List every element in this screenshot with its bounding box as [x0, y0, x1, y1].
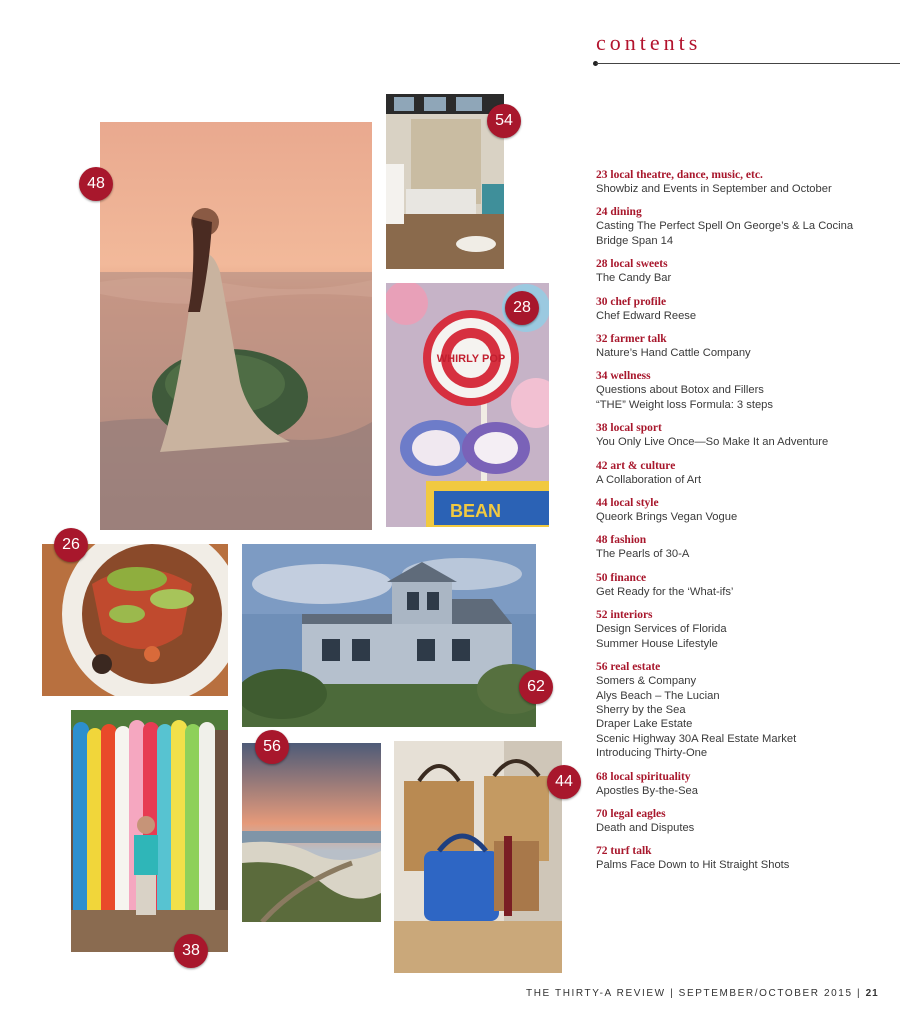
- toc-heading: 68 local spirituality: [596, 770, 691, 783]
- toc-line: Draper Lake Estate: [596, 718, 693, 731]
- toc-line: Chef Edward Reese: [596, 309, 697, 322]
- page-title: contents: [596, 30, 702, 55]
- toc-entry-legal-eagles[interactable]: [596, 807, 896, 835]
- photo-dining: [42, 544, 228, 696]
- toc-line: Sherry by the Sea: [596, 703, 686, 716]
- toc-heading: 34 wellness: [596, 370, 651, 383]
- toc-line: Death and Disputes: [596, 821, 695, 834]
- footer-separator-2: |: [857, 988, 862, 999]
- toc-heading: 28 local sweets: [596, 258, 668, 271]
- toc-line: You Only Live Once—So Make It an Adventure: [596, 436, 829, 449]
- toc-line: Somers & Company: [596, 675, 697, 688]
- footer-issue: SEPTEMBER/OCTOBER 2015: [678, 988, 853, 999]
- toc-entry-dining[interactable]: [596, 205, 896, 248]
- toc-entry-finance[interactable]: [596, 571, 896, 599]
- footer-page-number: 21: [865, 988, 879, 999]
- lollipop-label: WHIRLY POP: [436, 353, 506, 365]
- toc-heading: 24 dining: [596, 206, 642, 219]
- page-footer: [526, 988, 879, 999]
- toc-line: A Collaboration of Art: [596, 473, 702, 486]
- page-badge-56: 56: [255, 730, 289, 764]
- toc-line: Palms Face Down to Hit Straight Shots: [596, 859, 790, 872]
- photo-dunes: [242, 743, 381, 922]
- page-badge-38: 38: [174, 934, 208, 968]
- toc-heading: 48 fashion: [596, 534, 647, 547]
- page-badge-54: 54: [487, 104, 521, 138]
- toc-line: Alys Beach – The Lucian: [596, 689, 720, 702]
- toc-heading: 23 local theatre, dance, music, etc.: [596, 169, 763, 181]
- toc-line: Introducing Thirty-One: [596, 747, 708, 760]
- toc-heading: 52 interiors: [596, 609, 653, 622]
- toc-line: Get Ready for the ‘What-ifs’: [596, 585, 734, 598]
- toc-heading: 42 art & culture: [596, 459, 676, 472]
- toc-entry-art-culture[interactable]: [596, 459, 896, 487]
- toc-entry-spirituality[interactable]: [596, 770, 896, 798]
- toc-entry-chef-profile[interactable]: [596, 295, 896, 323]
- toc-line: Showbiz and Events in September and October: [596, 183, 832, 195]
- toc-heading: 72 turf talk: [596, 845, 652, 858]
- page-badge-28: 28: [505, 291, 539, 325]
- toc-heading: 38 local sport: [596, 422, 662, 435]
- toc-entry-farmer-talk[interactable]: [596, 332, 896, 360]
- toc-line: The Candy Bar: [596, 272, 672, 285]
- photo-sport: [71, 710, 228, 952]
- toc-heading: 44 local style: [596, 497, 659, 510]
- toc-line: Apostles By-the-Sea: [596, 784, 698, 797]
- footer-separator: |: [670, 988, 675, 999]
- page-badge-44: 44: [547, 765, 581, 799]
- page-badge-62: 62: [519, 670, 553, 704]
- table-of-contents: [596, 168, 896, 882]
- toc-heading: 30 chef profile: [596, 295, 667, 308]
- footer-publication: THE THIRTY-A REVIEW: [526, 988, 666, 999]
- candy-box-label: BEAN: [450, 501, 502, 521]
- toc-entry-sweets[interactable]: [596, 257, 896, 285]
- toc-heading: 56 real estate: [596, 661, 661, 674]
- toc-line: Queork Brings Vegan Vogue: [596, 511, 738, 524]
- page-badge-26: 26: [54, 528, 88, 562]
- toc-line: Scenic Highway 30A Real Estate Market: [596, 732, 797, 745]
- toc-entry-turf-talk[interactable]: [596, 844, 896, 872]
- page-badge-48: 48: [79, 167, 113, 201]
- toc-heading: 50 finance: [596, 571, 647, 584]
- toc-entry-local-sport[interactable]: [596, 421, 896, 449]
- toc-entry-real-estate[interactable]: [596, 660, 896, 760]
- photo-fashion: [100, 122, 372, 530]
- toc-entry-fashion[interactable]: [596, 533, 896, 561]
- toc-line: “THE” Weight loss Formula: 3 steps: [596, 398, 773, 411]
- toc-line: The Pearls of 30-A: [596, 548, 690, 561]
- toc-heading: 32 farmer talk: [596, 333, 667, 346]
- toc-line: Design Services of Florida: [596, 623, 727, 636]
- toc-entry-theatre[interactable]: [596, 168, 896, 196]
- toc-entry-interiors[interactable]: [596, 608, 896, 651]
- photo-style: [394, 741, 562, 973]
- toc-entry-wellness[interactable]: [596, 369, 896, 412]
- toc-line: Questions about Botox and Fillers: [596, 384, 764, 397]
- toc-line: Summer House Lifestyle: [596, 637, 718, 650]
- toc-heading: 70 legal eagles: [596, 807, 666, 820]
- title-rule: [596, 63, 900, 64]
- toc-line: Casting The Perfect Spell On George’s & La Cocina: [596, 220, 854, 233]
- toc-line: Bridge Span 14: [596, 234, 674, 247]
- toc-entry-local-style[interactable]: [596, 496, 896, 524]
- toc-line: Nature’s Hand Cattle Company: [596, 347, 751, 360]
- photo-real-estate: [242, 544, 536, 727]
